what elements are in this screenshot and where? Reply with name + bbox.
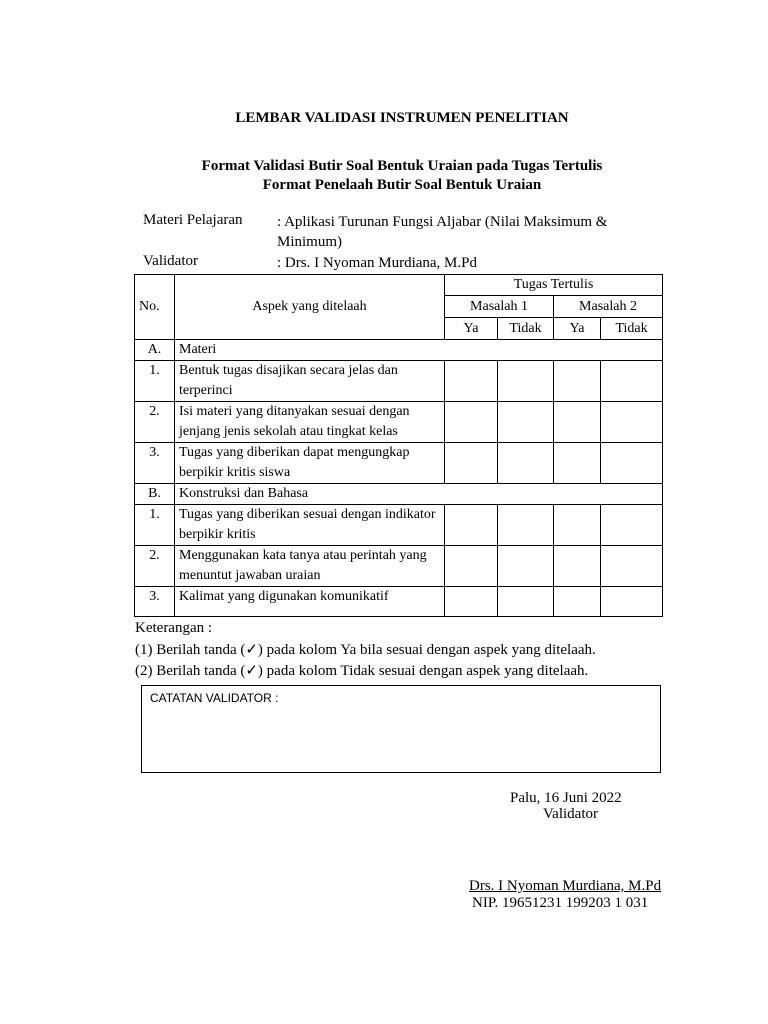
check-m2-tidak[interactable] xyxy=(601,443,663,484)
check-m1-ya[interactable] xyxy=(445,546,498,587)
materi-label: Materi Pelajaran xyxy=(143,212,243,228)
signature-role: Validator xyxy=(543,806,598,822)
row-no: 2. xyxy=(135,546,175,587)
row-aspek: Bentuk tugas disajikan secara jelas dan terperinci xyxy=(175,361,445,402)
row-aspek: Menggunakan kata tanya atau perintah yang menuntut jawaban uraian xyxy=(175,546,445,587)
header-masalah-2: Masalah 2 xyxy=(554,296,663,318)
section-row-b xyxy=(135,484,663,505)
header-no: No. xyxy=(135,275,175,340)
check-m2-tidak[interactable] xyxy=(601,587,663,617)
header-masalah-1: Masalah 1 xyxy=(445,296,554,318)
document-title: LEMBAR VALIDASI INSTRUMEN PENELITIAN xyxy=(235,110,569,126)
check-m1-tidak[interactable] xyxy=(498,587,554,617)
check-m2-ya[interactable] xyxy=(554,361,601,402)
table-row xyxy=(135,443,663,484)
row-aspek: Tugas yang diberikan sesuai dengan indikator berpikir kritis xyxy=(175,505,445,546)
check-m1-ya[interactable] xyxy=(445,505,498,546)
table-row xyxy=(135,546,663,587)
table-row xyxy=(135,402,663,443)
check-m2-ya[interactable] xyxy=(554,587,601,617)
validation-table xyxy=(134,274,663,617)
row-no: 1. xyxy=(135,361,175,402)
check-m1-tidak[interactable] xyxy=(498,505,554,546)
row-no: 3. xyxy=(135,443,175,484)
table-row xyxy=(135,505,663,546)
section-label: Konstruksi dan Bahasa xyxy=(175,484,663,505)
signature-place-date: Palu, 16 Juni 2022 xyxy=(510,790,622,806)
row-aspek: Tugas yang diberikan dapat mengungkap berpikir kritis siswa xyxy=(175,443,445,484)
check-m2-tidak[interactable] xyxy=(601,546,663,587)
table-row xyxy=(135,361,663,402)
materi-value: : Aplikasi Turunan Fungsi Aljabar (Nilai Maksimum & Minimum) xyxy=(277,214,608,250)
check-m1-tidak[interactable] xyxy=(498,402,554,443)
header-m2-tidak: Tidak xyxy=(601,318,663,340)
catatan-validator-label: CATATAN VALIDATOR : xyxy=(150,691,279,705)
header-m1-ya: Ya xyxy=(445,318,498,340)
check-m2-tidak[interactable] xyxy=(601,402,663,443)
header-tugas-tertulis: Tugas Tertulis xyxy=(445,275,663,296)
check-m1-ya[interactable] xyxy=(445,587,498,617)
keterangan-heading: Keterangan : xyxy=(135,620,213,636)
header-m1-tidak: Tidak xyxy=(498,318,554,340)
check-m2-tidak[interactable] xyxy=(601,361,663,402)
section-no: B. xyxy=(135,484,175,505)
table-row xyxy=(135,587,663,617)
check-m1-tidak[interactable] xyxy=(498,361,554,402)
section-label: Materi xyxy=(175,340,663,361)
row-no: 2. xyxy=(135,402,175,443)
document-subtitle-2: Format Penelaah Butir Soal Bentuk Uraian xyxy=(262,177,542,193)
row-no: 3. xyxy=(135,587,175,617)
section-row-a xyxy=(135,340,663,361)
check-m2-ya[interactable] xyxy=(554,546,601,587)
row-aspek: Kalimat yang digunakan komunikatif xyxy=(175,587,445,617)
check-m1-tidak[interactable] xyxy=(498,546,554,587)
keterangan-line-1: (1) Berilah tanda (✓) pada kolom Ya bila sesuai dengan aspek yang ditelaah. xyxy=(135,642,596,658)
row-aspek: Isi materi yang ditanyakan sesuai dengan jenjang jenis sekolah atau tingkat kelas xyxy=(175,402,445,443)
header-m2-ya: Ya xyxy=(554,318,601,340)
validator-label: Validator xyxy=(143,253,198,269)
check-m1-ya[interactable] xyxy=(445,443,498,484)
check-m2-ya[interactable] xyxy=(554,443,601,484)
check-m1-ya[interactable] xyxy=(445,361,498,402)
header-aspek: Aspek yang ditelaah xyxy=(175,275,445,340)
signature-name: Drs. I Nyoman Murdiana, M.Pd xyxy=(469,878,662,894)
validator-value: : Drs. I Nyoman Murdiana, M.Pd xyxy=(277,255,477,271)
check-m2-ya[interactable] xyxy=(554,402,601,443)
check-m2-tidak[interactable] xyxy=(601,505,663,546)
catatan-validator-box[interactable] xyxy=(141,685,661,773)
keterangan-line-2: (2) Berilah tanda (✓) pada kolom Tidak sesuai dengan aspek yang ditelaah. xyxy=(135,663,589,679)
check-m2-ya[interactable] xyxy=(554,505,601,546)
signature-nip: NIP. 19651231 199203 1 031 xyxy=(472,895,649,911)
check-m1-ya[interactable] xyxy=(445,402,498,443)
section-no: A. xyxy=(135,340,175,361)
row-no: 1. xyxy=(135,505,175,546)
document-subtitle-1: Format Validasi Butir Soal Bentuk Uraian pada Tugas Tertulis xyxy=(201,158,603,174)
check-m1-tidak[interactable] xyxy=(498,443,554,484)
